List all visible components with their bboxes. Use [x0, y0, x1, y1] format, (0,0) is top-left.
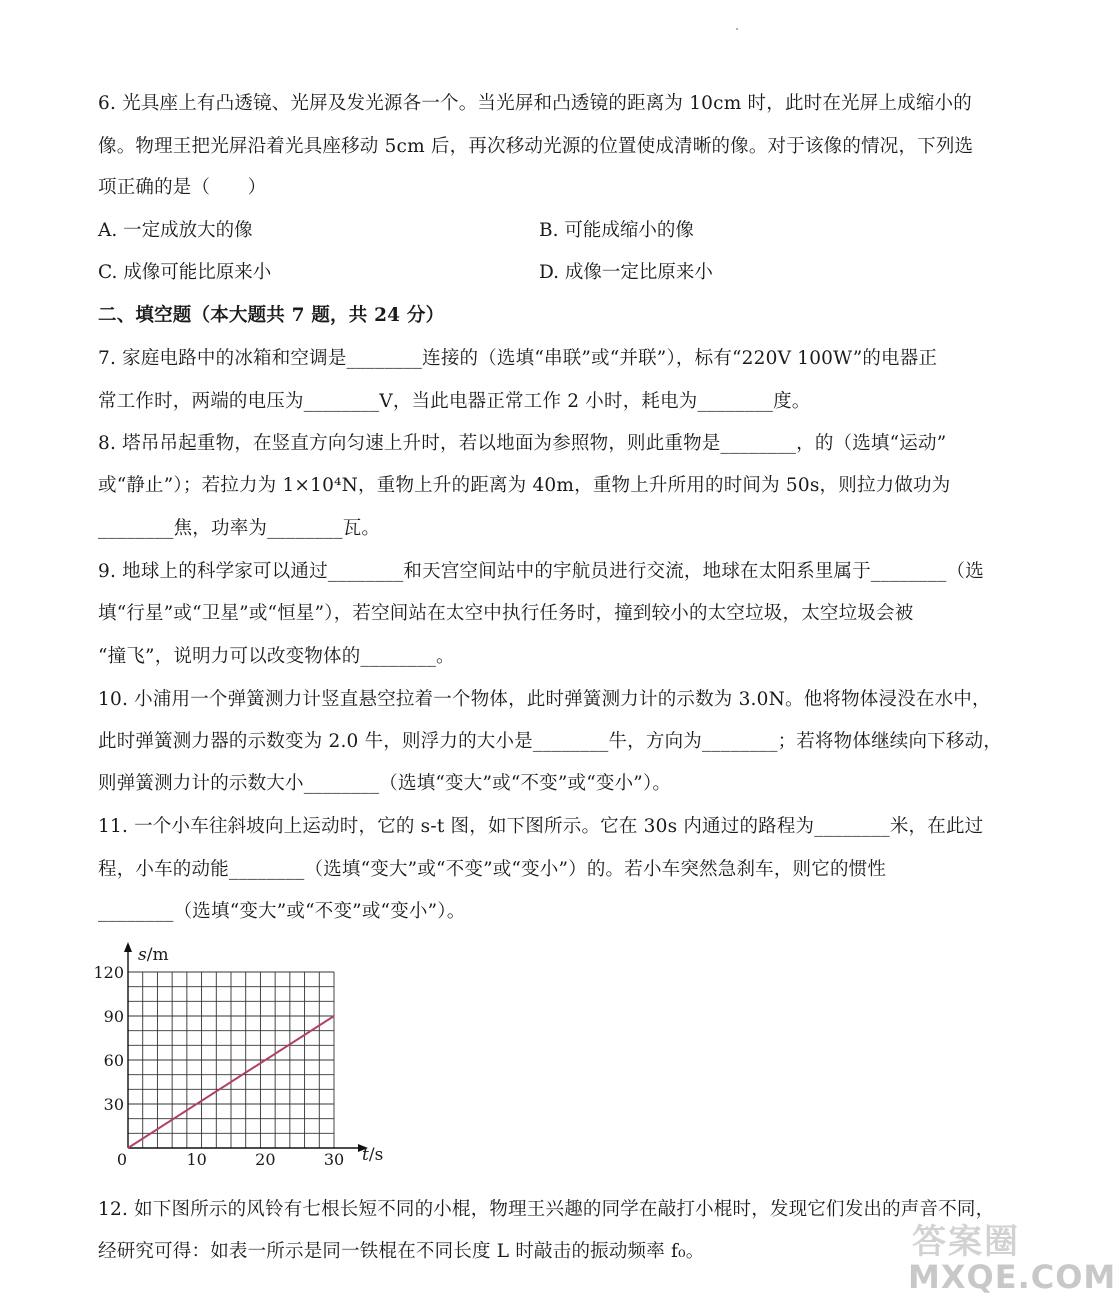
q11-line1: 11. 一个小车往斜坡向上运动时，它的 s-t 图，如下图所示。它在 30s 内通过的路程为________米，在此过 — [98, 816, 984, 837]
chart-tick-labels — [93, 963, 344, 1169]
y-axis-label: s/m — [138, 945, 169, 965]
q7-line1: 7. 家庭电路中的冰箱和空调是________连接的（选填“串联”或“并联”），标有“220V 100W”的电器正 — [98, 348, 938, 369]
x-tick-label: 10 — [186, 1150, 207, 1169]
section-heading: 二、填空题（本大题共 7 题，共 24 分） — [98, 305, 445, 326]
q6-line1: 6. 光具座上有凸透镜、光屏及发光源各一个。当光屏和凸透镜的距离为 10cm 时，此时在光屏上成缩小的 — [98, 93, 972, 114]
q10-line1: 10. 小浦用一个弹簧测力计竖直悬空拉着一个物体，此时弹簧测力计的示数为 3.0N。他将物体浸没在水中， — [98, 689, 991, 710]
y-tick-label: 120 — [93, 963, 124, 982]
x-tick-label: 30 — [323, 1150, 345, 1169]
y-axis-arrow — [124, 942, 132, 952]
q9-line1: 9. 地球上的科学家可以通过________和天宫空间站中的宇航员进行交流，地球在太阳系里属于________（选 — [98, 561, 984, 582]
q6-option-c: C. 成像可能比原来小 — [98, 262, 272, 283]
watermark-logo: 答案圈 — [912, 1222, 1020, 1262]
x-tick-label: 0 — [116, 1150, 128, 1169]
q8-line1: 8. 塔吊吊起重物，在竖直方向匀速上升时，若以地面为参照物，则此重物是________，的（选填“运动” — [98, 433, 947, 454]
q6-line2: 像。物理王把光屏沿着光具座移动 5cm 后，再次移动光源的位置使成清晰的像。对于该像的情况，下列选 — [98, 136, 974, 157]
s-t-chart — [92, 938, 402, 1178]
q6-option-b: B. 可能成缩小的像 — [539, 220, 694, 241]
chart-grid — [128, 972, 334, 1148]
q8-line3: ________焦，功率为________瓦。 — [98, 518, 381, 539]
q6-option-a: A. 一定成放大的像 — [98, 220, 253, 241]
q6-option-d: D. 成像一定比原来小 — [539, 262, 713, 283]
q10-line3: 则弹簧测力计的示数大小________（选填“变大”或“不变”或“变小”）。 — [98, 773, 672, 794]
q8-line2: 或“静止”）；若拉力为 1×10⁴N，重物上升的距离为 40m，重物上升所用的时间为 50s，则拉力做功为 — [98, 475, 951, 496]
q11-line2: 程，小车的动能________（选填“变大”或“不变”或“变小”）的。若小车突然急刹车，则它的惯性 — [98, 859, 887, 880]
q9-line3: “撞飞”，说明力可以改变物体的________。 — [98, 646, 455, 667]
speck — [736, 28, 738, 30]
q12-line1: 12. 如下图所示的风铃有七根长短不同的小棍，物理王兴趣的同学在敲打小棍时，发现它们发出的声音不同， — [98, 1199, 995, 1220]
watermark-text: MXQE.COM — [908, 1258, 1116, 1296]
x-tick-label: 20 — [255, 1150, 276, 1169]
q7-line2: 常工作时，两端的电压为________V，当此电器正常工作 2 小时，耗电为________度。 — [98, 391, 811, 412]
y-tick-label: 90 — [103, 1007, 124, 1026]
y-tick-label: 60 — [103, 1051, 124, 1070]
q10-line2: 此时弹簧测力器的示数变为 2.0 牛，则浮力的大小是________牛，方向为________；若将物体继续向下移动， — [98, 731, 1002, 752]
q11-line3: ________（选填“变大”或“不变”或“变小”）。 — [98, 901, 466, 922]
x-axis-label: t/s — [362, 1145, 384, 1165]
y-tick-label: 30 — [103, 1095, 124, 1114]
q12-line2: 经研究可得：如表一所示是同一铁棍在不同长度 L 时敲击的振动频率 f₀。 — [98, 1241, 705, 1262]
q9-line2: 填“行星”或“卫星”或“恒星”），若空间站在太空中执行任务时，撞到较小的太空垃圾，太空垃圾会被 — [98, 603, 914, 624]
q6-line3: 项正确的是（ ） — [98, 177, 267, 198]
